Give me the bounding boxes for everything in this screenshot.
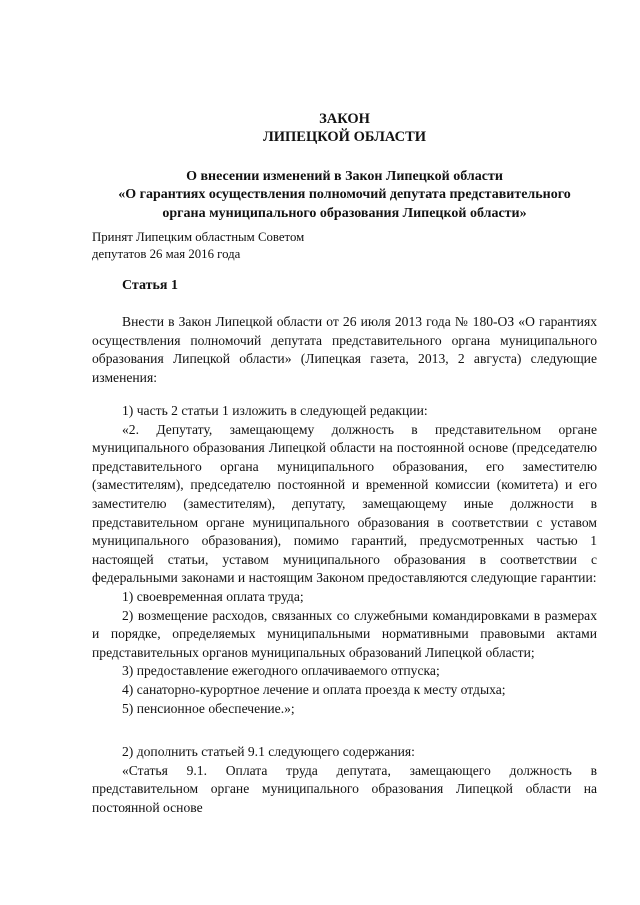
law-subtitle — [92, 168, 597, 223]
item1-intro: 1) часть 2 статьи 1 изложить в следующей редакции: — [122, 403, 428, 418]
item2-intro: 2) дополнить статьей 9.1 следующего содержания: — [122, 744, 415, 759]
subtitle-line3: органа муниципального образования Липецкой области» — [162, 205, 527, 221]
adoption-line1: Принят Липецким областным Советом — [92, 230, 305, 244]
item2-text: «Статья 9.1. Оплата труда депутата, замещающего должность в представительном органе муниципального образования Липецкой области на постоянной основе — [92, 762, 597, 815]
adoption-line2: депутатов 26 мая 2016 года — [92, 246, 241, 261]
law-title-line1: ЗАКОН — [319, 111, 370, 127]
article-heading: Статья 1 — [122, 278, 178, 293]
article-intro-paragraph: Внести в Закон Липецкой области от 26 июля 2013 года № 180-ОЗ «О гарантиях осуществления полномочий депутата представительного органа муниципального образования Липецкой области» (Липецкая газета, 2013, 2 августа) следующие изменения: — [92, 314, 597, 385]
guarantee-item: 3) предоставление ежегодного оплачиваемого отпуска; — [122, 663, 440, 679]
guarantee-item: 4) санаторно-курортное лечение и оплата проезда к месту отдыха; — [122, 681, 506, 697]
amendment-item1-block — [92, 402, 597, 718]
guarantee-item: 5) пенсионное обеспечение.»; — [122, 700, 295, 716]
subtitle-line1: О внесении изменений в Закон Липецкой области — [186, 169, 503, 184]
adoption-note — [92, 229, 304, 262]
guarantee-item: 1) своевременная оплата труда; — [122, 588, 304, 604]
amendment-item2-block — [92, 743, 597, 817]
guarantee-item: 2) возмещение расходов, связанных со служебными командировками в размерах и порядке, определяемых муниципальными нормативными правовыми актами представительных органов муниципальных образований Липецкой области; — [92, 607, 597, 660]
article-intro-block — [92, 313, 597, 387]
law-title-line2: ЛИПЕЦКОЙ ОБЛАСТИ — [262, 129, 427, 145]
subtitle-line2: «О гарантиях осуществления полномочий депутата представительного — [118, 187, 571, 203]
item1-text: «2. Депутату, замещающему должность в представительном органе муниципального образования Липецкой области на постоянной основе (председателю представительного органа муниципального образования, его заместителю (заместителям), председателю постоянной и временной комиссии (комитета) и его заместителю (заместителям), депутату, замещающему иные должности в представительном органе муниципального образования в соответствии с уставом муниципального образования), помимо гарантий, предусмотренных частью 1 настоящей статьи, уставом муниципального образования в соответствии с федеральными законами и настоящим Законом предоставляются следующие гарантии: — [92, 421, 597, 586]
